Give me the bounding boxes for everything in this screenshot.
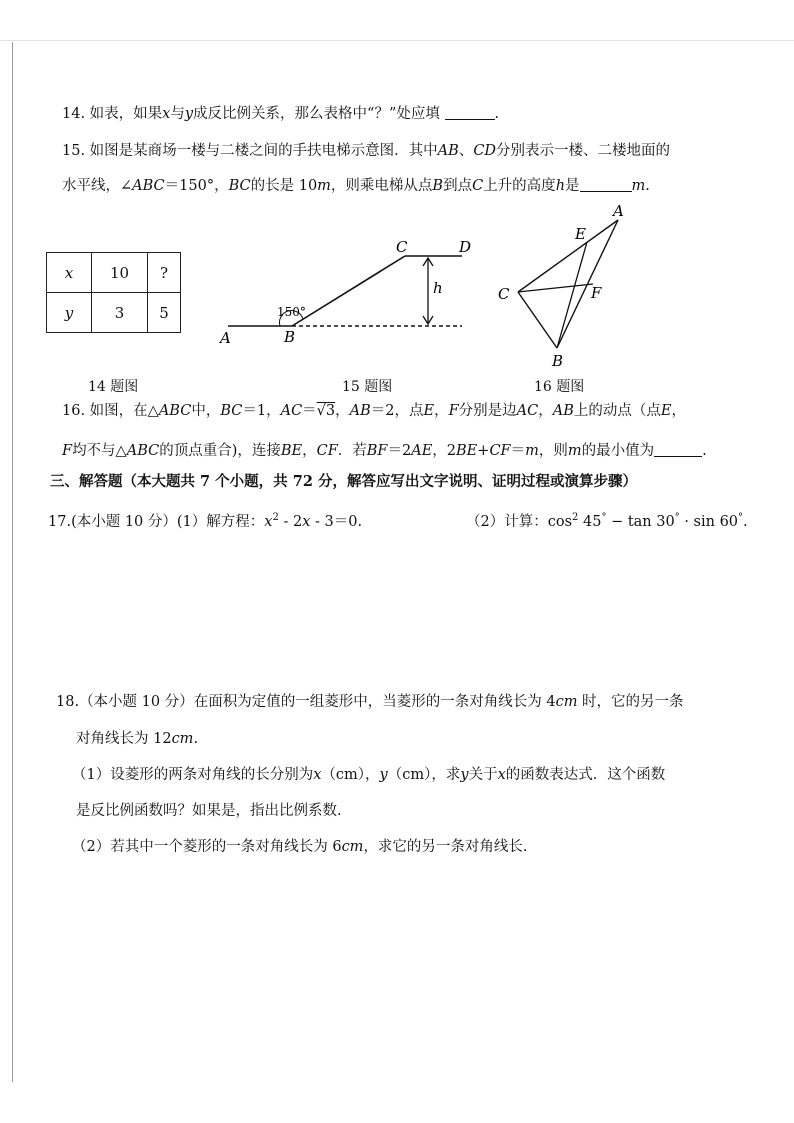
- question-17-part1: 17.(本小题 10 分）(1）解方程：$x^2 - 2x - 3=0$.: [48, 512, 363, 530]
- label-B: B: [552, 352, 564, 370]
- answer-blank-14[interactable]: [445, 105, 495, 120]
- table-cell: 10: [92, 253, 148, 293]
- answer-blank-16[interactable]: [654, 442, 702, 457]
- escalator-line-bc: [292, 256, 405, 326]
- question-16-line1: 16. 如图，在△ABC中，BC＝1，AC＝√3，AB＝2，点E，F分别是边AC，AB上的动点（点E，: [62, 403, 686, 419]
- caption-15: 15 题图: [342, 379, 393, 395]
- table-cell: x: [47, 253, 92, 293]
- table-row-y: [47, 293, 181, 333]
- question-15-line1: 15. 如图是某商场一楼与二楼之间的手扶电梯示意图．其中AB、CD分别表示一楼、二楼地面的: [62, 143, 671, 159]
- section-3-heading: 三、解答题（本大题共 7 个小题，共 72 分，解答应写出文字说明、证明过程或演算步骤）: [50, 473, 637, 490]
- label-F: F: [591, 284, 602, 302]
- side-cb: [518, 292, 557, 348]
- question-18-line1: 18.（本小题 10 分）在面积为定值的一组菱形中，当菱形的一条对角线长为 4cm 时，它的另一条: [56, 694, 684, 710]
- label-C: C: [498, 285, 510, 303]
- label-A: A: [220, 329, 231, 347]
- table-cell: 5: [148, 293, 181, 333]
- label-A: A: [613, 202, 624, 220]
- table-cell: 3: [92, 293, 148, 333]
- label-B: B: [284, 328, 296, 346]
- table-cell: y: [47, 293, 92, 333]
- table-row-x: [47, 253, 181, 293]
- top-border: [0, 40, 794, 41]
- caption-16: 16 题图: [534, 379, 585, 395]
- question-17-part2: （2）计算：$\cos^2 45^\circ - \tan 30^\circ \cdot \sin 60^\circ$.: [466, 512, 748, 530]
- side-ca: [518, 220, 618, 292]
- question-18-part2: （2）若其中一个菱形的一条对角线长为 6cm，求它的另一条对角线长.: [72, 839, 528, 855]
- question-16-line2: F均不与△ABC的顶点重合)，连接BE，CF．若BF＝2AE，2BE+CF＝m，则m的最小值为 .: [62, 443, 707, 459]
- figure-16-triangle: [490, 200, 640, 372]
- caption-14: 14 题图: [88, 379, 139, 395]
- table-14: [46, 252, 181, 333]
- answer-blank-15[interactable]: [580, 177, 632, 192]
- table-cell: ?: [148, 253, 181, 293]
- question-18-line2: 对角线长为 12cm.: [76, 731, 199, 747]
- label-E: E: [575, 225, 586, 243]
- label-D: D: [459, 238, 472, 256]
- label-C: C: [396, 238, 408, 256]
- figure-15-escalator: [200, 230, 480, 360]
- label-angle: 150°: [277, 305, 306, 319]
- question-15-line2: 水平线，∠ABC＝150°，BC的长是 10m，则乘电梯从点B到点C上升的高度h是 m.: [62, 178, 650, 194]
- question-18-part1-line2: 是反比例函数吗？如果是，指出比例系数.: [76, 803, 342, 819]
- question-14: 14. 如表，如果x与y成反比例关系，那么表格中“？”处应填 .: [62, 106, 500, 122]
- segment-cf: [518, 284, 593, 292]
- label-h: h: [433, 279, 443, 297]
- question-18-part1-line1: （1）设菱形的两条对角线的长分别为x（cm），y（cm），求y关于x的函数表达式．这个函数: [72, 767, 666, 783]
- left-margin-line: [12, 42, 13, 1082]
